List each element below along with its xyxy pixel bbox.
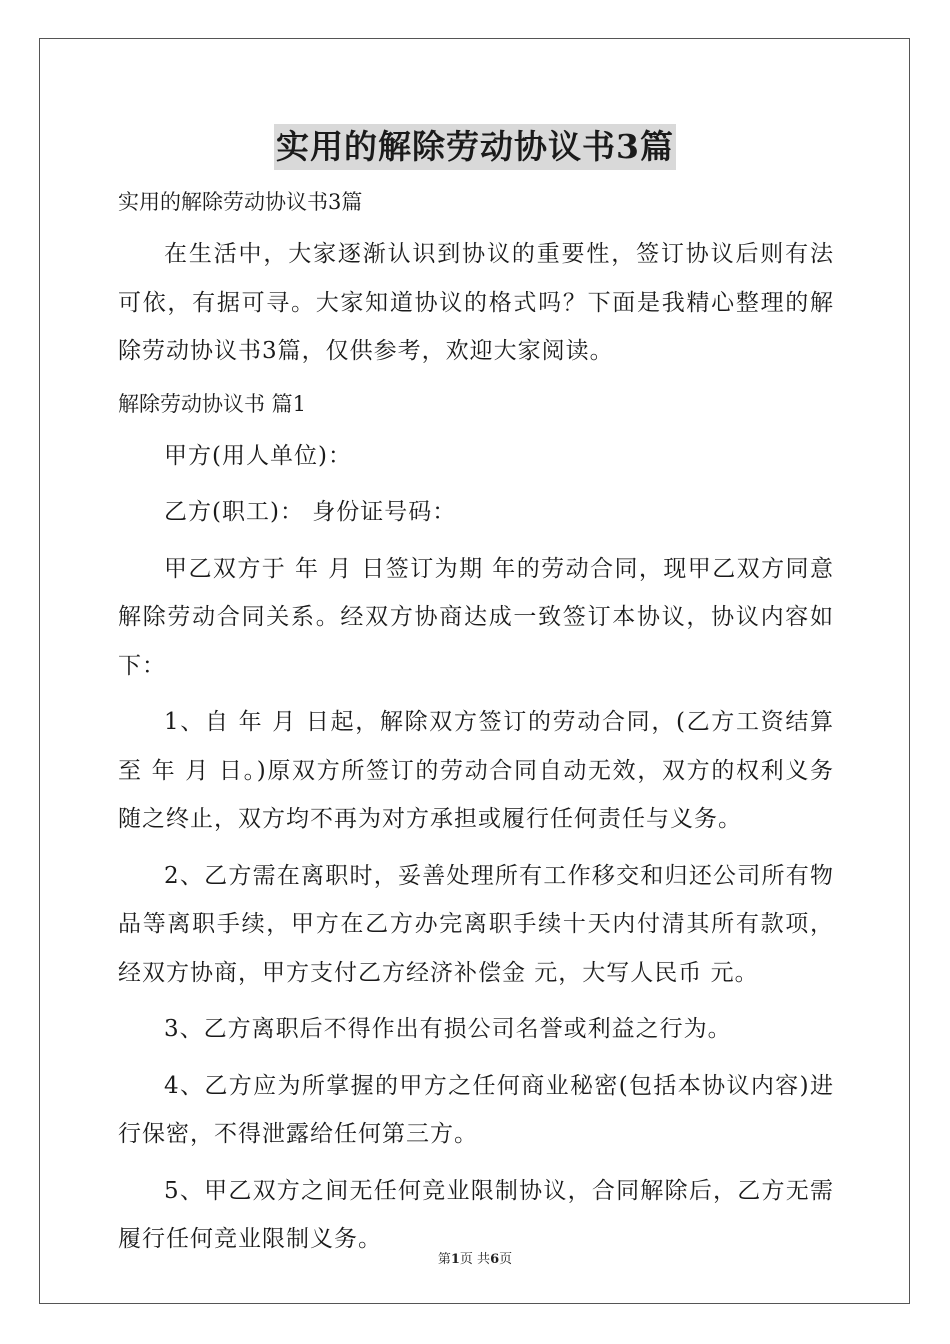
footer-page-total: 6 <box>490 1252 500 1267</box>
document-subtitle: 实用的解除劳动协议书3篇 <box>118 190 363 214</box>
footer-page-suffix: 页 <box>499 1252 513 1267</box>
clause-2: 2、乙方需在离职时，妥善处理所有工作移交和归还公司所有物品等离职手续，甲方在乙方办完离职手续十天内付清其所有款项，经双方协商，甲方支付乙方经济补偿金 元，大写人民币 元。 <box>118 862 834 986</box>
party-b-line: 乙方(职工)： 身份证号码： <box>164 499 457 525</box>
party-a-line: 甲方(用人单位)： <box>164 442 352 469</box>
document-title: 实用的解除劳动协议书3篇 <box>274 124 676 170</box>
clause-5: 5、甲乙双方之间无任何竞业限制协议，合同解除后，乙方无需履行任何竞业限制义务。 <box>118 1177 834 1252</box>
footer-page-current: 1 <box>450 1252 460 1267</box>
intro-paragraph: 在生活中，大家逐渐认识到协议的重要性，签订协议后则有法可依，有据可寻。大家知道协议的格式吗？下面是我精心整理的解除劳动协议书3篇，仅供参考，欢迎大家阅读。 <box>118 241 834 364</box>
agreement-paragraph: 甲乙双方于 年 月 日签订为期 年的劳动合同，现甲乙双方同意解除劳动合同关系。经双方协商达成一致签订本协议，协议内容如下： <box>118 555 834 679</box>
page-footer <box>0 1248 950 1267</box>
title-container <box>0 124 950 170</box>
clause-3: 3、乙方离职后不得作出有损公司名誉或利益之行为。 <box>164 1016 732 1042</box>
document-body <box>118 178 834 1272</box>
clause-4: 4、乙方应为所掌握的甲方之任何商业秘密(包括本协议内容)进行保密，不得泄露给任何第三方。 <box>118 1072 834 1147</box>
footer-page-mid: 页 共 <box>459 1252 491 1267</box>
section-heading: 解除劳动协议书 篇1 <box>118 391 307 416</box>
footer-page-prefix: 第 <box>437 1252 451 1267</box>
clause-1: 1、自 年 月 日起，解除双方签订的劳动合同，(乙方工资结算至 年 月 日。)原双方所签订的劳动合同自动无效，双方的权利义务随之终止，双方均不再为对方承担或履行任何责任与义务。 <box>118 709 834 832</box>
